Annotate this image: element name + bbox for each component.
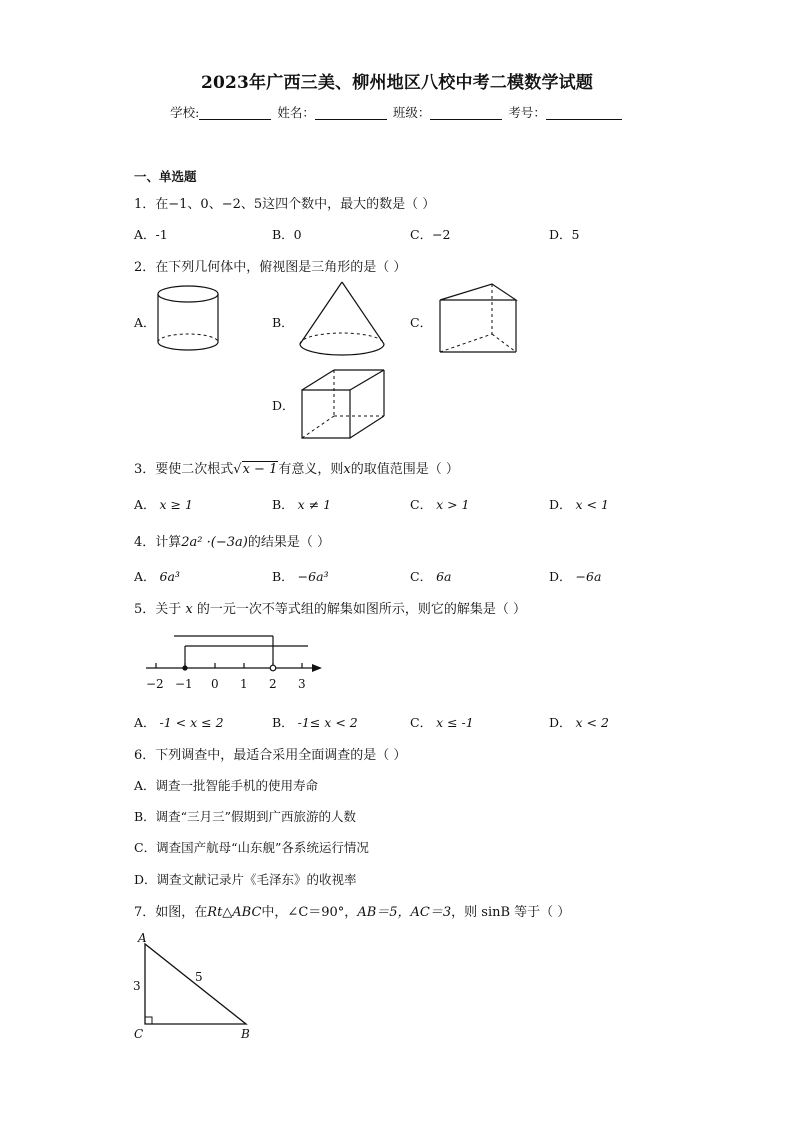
class-label: 班级： <box>392 105 431 120</box>
q5-option-d[interactable]: D． x < 2 <box>549 715 609 730</box>
cylinder-figure <box>156 284 222 354</box>
q1-option-c[interactable]: C．−2 <box>410 227 451 242</box>
q6-option-b[interactable]: B．调查“三月三”假期到广西旅游的人数 <box>134 809 356 824</box>
cuboid-figure <box>300 368 388 442</box>
q6-option-d[interactable]: D．调查文献记录片《毛泽东》的收视率 <box>134 872 357 887</box>
side-ac-label: 3 <box>133 979 141 993</box>
q2-option-a[interactable]: A． <box>134 315 156 330</box>
q3-option-a[interactable]: A． x ≥ 1 <box>134 497 193 512</box>
number-line-figure <box>140 630 330 694</box>
q4-option-d[interactable]: D． −6a <box>549 569 602 584</box>
axis-label: −2 <box>146 677 164 691</box>
axis-label: 0 <box>211 677 219 691</box>
id-blank[interactable] <box>546 105 622 120</box>
axis-label: −1 <box>175 677 193 691</box>
axis-label: 1 <box>240 677 248 691</box>
q5-option-c[interactable]: C． x ≤ -1 <box>410 715 474 730</box>
q5-option-b[interactable]: B． -1≤ x < 2 <box>272 715 358 730</box>
q2-option-d[interactable]: D． <box>272 398 295 413</box>
q4-option-a[interactable]: A． 6a³ <box>134 569 180 584</box>
solid-dot-minus-one <box>182 665 187 670</box>
vertex-b-label: B <box>241 1027 250 1041</box>
q3-radicand: x − 1 <box>242 462 278 477</box>
q3-option-d[interactable]: D． x < 1 <box>549 497 609 512</box>
q2-option-c[interactable]: C． <box>410 315 433 330</box>
page-title: 2023年广西三美、柳州地区八校中考二模数学试题 <box>200 73 594 93</box>
q2-stem: 2．在下列几何体中，俯视图是三角形的是（ ） <box>134 260 407 275</box>
q3-option-b[interactable]: B． x ≠ 1 <box>272 497 332 512</box>
cone-figure <box>298 280 386 360</box>
name-label: 姓名： <box>277 105 315 120</box>
vertex-a-label: A <box>138 931 147 945</box>
q7-stem: 7．如图，在Rt△ABC中，∠C＝90°，AB＝5，AC＝3，则 sinB 等于（ ） <box>134 905 571 920</box>
q4-expression: 2a² ·(−3a) <box>181 535 248 550</box>
right-triangle-figure <box>130 930 260 1042</box>
q3-option-c[interactable]: C． x > 1 <box>410 497 470 512</box>
axis-label: 2 <box>269 677 277 691</box>
q5-stem: 5．关于 x 的一元一次不等式组的解集如图所示，则它的解集是（ ） <box>134 602 527 617</box>
q4-option-b[interactable]: B． −6a³ <box>272 569 329 584</box>
side-ab-label: 5 <box>195 970 203 984</box>
q1-stem: 1．在−1、0、−2、5这四个数中，最大的数是（ ） <box>134 197 436 212</box>
q1-option-a[interactable]: A．-1 <box>134 227 168 242</box>
q1-option-b[interactable]: B．0 <box>272 227 302 242</box>
id-label: 考号： <box>508 105 546 120</box>
vertex-c-label: C <box>134 1027 144 1041</box>
name-blank[interactable] <box>315 105 387 120</box>
school-blank[interactable] <box>199 105 271 120</box>
q4-option-c[interactable]: C． 6a <box>410 569 452 584</box>
section-heading: 一、单选题 <box>134 169 197 184</box>
q5-option-a[interactable]: A． -1 < x ≤ 2 <box>134 715 224 730</box>
axis-label: 3 <box>298 677 306 691</box>
triangular-prism-figure <box>436 278 520 358</box>
q6-stem: 6．下列调查中，最适合采用全面调查的是（ ） <box>134 748 407 763</box>
q2-option-b[interactable]: B． <box>272 315 294 330</box>
student-info-line <box>0 103 794 121</box>
open-dot-two <box>270 665 276 671</box>
q4-stem: 4．计算2a² ·(−3a)的结果是（ ） <box>134 535 330 550</box>
school-label: 学校: <box>170 105 200 120</box>
class-blank[interactable] <box>430 105 502 120</box>
q1-option-d[interactable]: D．5 <box>549 227 580 242</box>
q6-option-a[interactable]: A．调查一批智能手机的使用寿命 <box>134 778 319 793</box>
q6-option-c[interactable]: C．调查国产航母“山东舰”各系统运行情况 <box>134 840 369 855</box>
q3-stem: 3．要使二次根式√x − 1有意义，则x的取值范围是（ ） <box>134 462 459 477</box>
